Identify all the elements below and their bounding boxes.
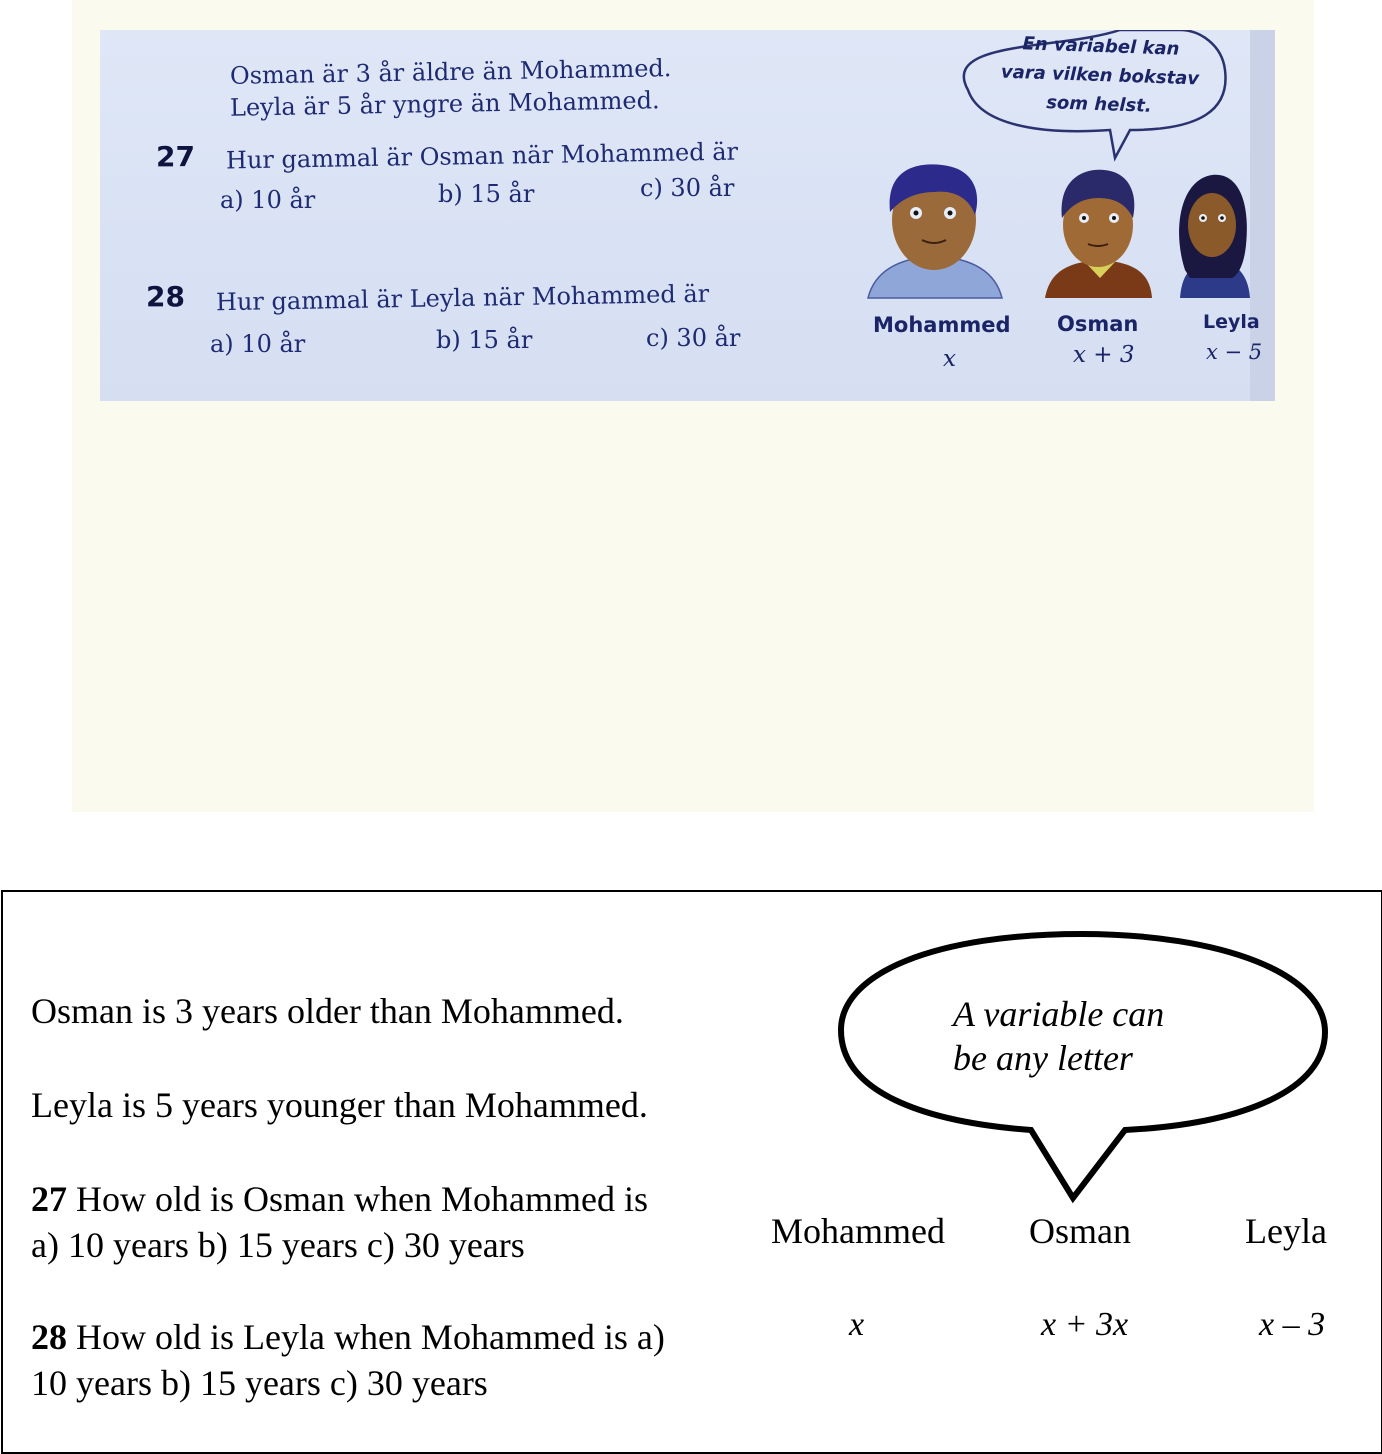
q28-option-a: a) 10 år xyxy=(210,330,306,358)
translation-q28-line-2: 10 years b) 15 years c) 30 years xyxy=(31,1363,488,1403)
mohammed-figure xyxy=(868,164,1002,298)
translation-bubble-line-2: be any letter xyxy=(953,1038,1133,1078)
translation-q27-text: How old is Osman when Mohammed is xyxy=(67,1179,648,1219)
question-27-text: Hur gammal är Osman när Mohammed är xyxy=(225,137,739,175)
translation-expr-leyla: x – 3 xyxy=(1259,1306,1326,1343)
translation-q28-line-1 xyxy=(31,1316,665,1358)
bubble-line-1: En variabel kan xyxy=(1022,33,1180,60)
textbook-photo xyxy=(100,30,1275,401)
photo-label-osman: Osman xyxy=(1057,312,1139,336)
question-number-27: 27 xyxy=(156,140,195,173)
translation-expr-osman: x + 3x xyxy=(1041,1306,1129,1343)
photo-expr-osman: x + 3 xyxy=(1073,342,1135,368)
bubble-text xyxy=(979,30,1222,123)
translation-expr-mohammed: x xyxy=(849,1306,865,1343)
translation-line-2: Leyla is 5 years younger than Mohammed. xyxy=(31,1085,648,1125)
translation-q27-line-1 xyxy=(31,1178,648,1220)
q27-option-b: b) 15 år xyxy=(438,180,535,208)
question-number-28: 28 xyxy=(146,280,185,313)
translation-label-leyla: Leyla xyxy=(1245,1211,1327,1251)
question-28-text: Hur gammal är Leyla när Mohammed är xyxy=(215,279,710,317)
photo-label-mohammed: Mohammed xyxy=(873,313,1011,337)
q28-option-b: b) 15 år xyxy=(436,326,533,354)
translation-bubble-text xyxy=(953,992,1164,1080)
translation-line-1: Osman is 3 years older than Mohammed. xyxy=(31,991,624,1031)
q28-option-c: c) 30 år xyxy=(646,324,741,352)
bubble-line-3: som helst. xyxy=(1045,92,1153,117)
leyla-figure xyxy=(1179,175,1250,298)
translation-bubble-line-1: A variable can xyxy=(953,994,1165,1034)
photo-expr-mohammed: x xyxy=(943,346,956,372)
translation-box xyxy=(1,890,1382,1454)
photo-label-leyla: Leyla xyxy=(1203,311,1260,333)
translation-label-osman: Osman xyxy=(1029,1211,1131,1251)
q27-option-a: a) 10 år xyxy=(220,186,316,214)
translation-q28-number: 28 xyxy=(31,1317,67,1357)
intro-line-1: Osman är 3 år äldre än Mohammed. xyxy=(229,54,672,90)
intro-line-2: Leyla är 5 år yngre än Mohammed. xyxy=(229,86,660,122)
translation-label-mohammed: Mohammed xyxy=(771,1211,945,1251)
translation-q28-text: How old is Leyla when Mohammed is a) xyxy=(67,1317,665,1357)
translation-q27-line-2: a) 10 years b) 15 years c) 30 years xyxy=(31,1225,525,1265)
bubble-line-2: vara vilken bokstav xyxy=(1000,61,1200,90)
q27-option-c: c) 30 år xyxy=(640,174,735,202)
photo-expr-leyla: x − 5 xyxy=(1206,340,1263,364)
translation-q27-number: 27 xyxy=(31,1179,67,1219)
osman-figure xyxy=(1045,170,1152,298)
